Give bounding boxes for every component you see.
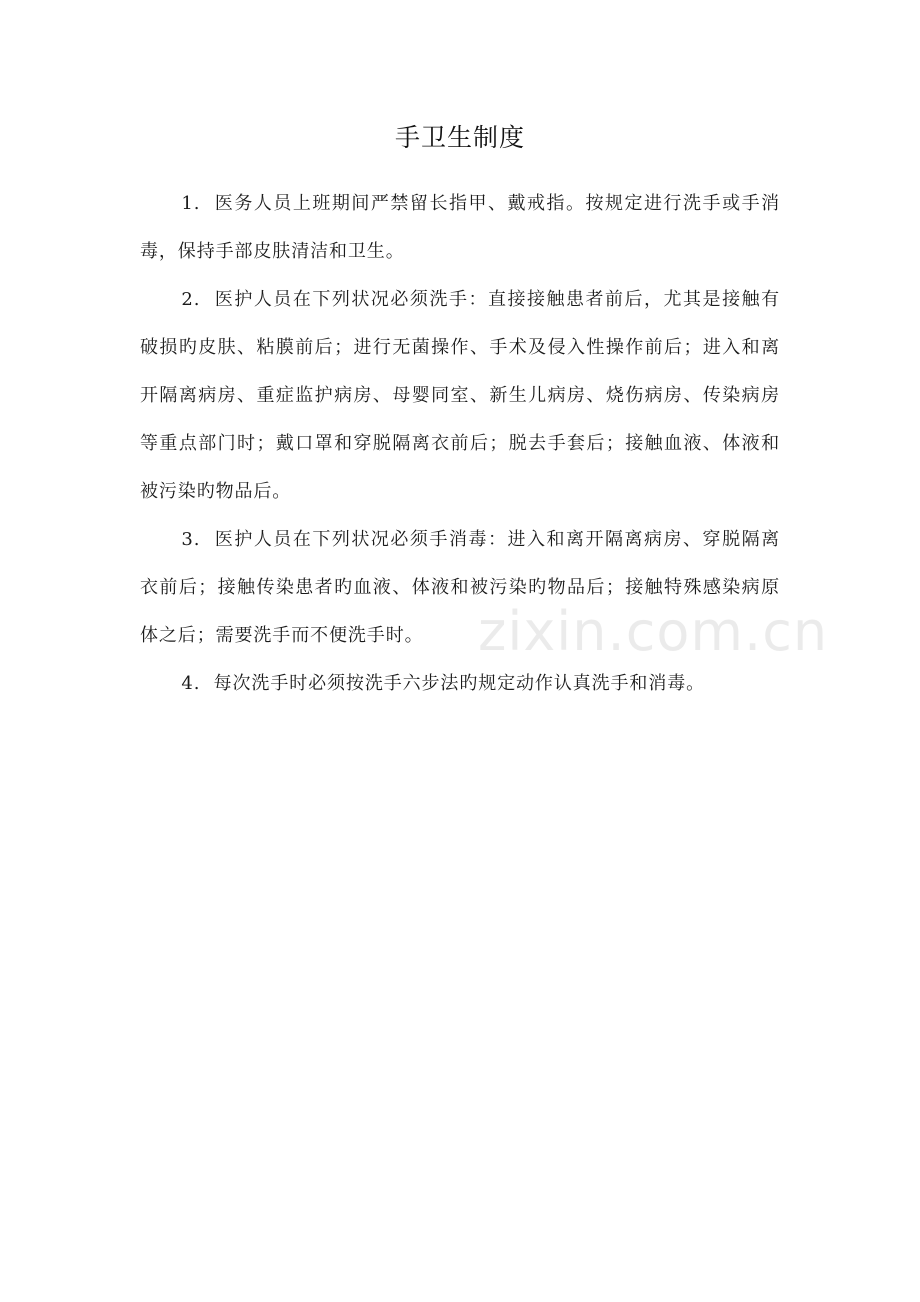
paragraph-number: 1. [181, 193, 201, 214]
document-title: 手卫生制度 [394, 123, 525, 152]
watermark: zixin.com.cn [478, 600, 829, 663]
paragraph-4 [140, 660, 780, 708]
paragraph-1 [140, 180, 780, 276]
paragraph-3 [140, 516, 780, 660]
paragraph-text: 医务人员上班期间严禁留长指甲、戴戒指。按规定进行洗手或手消毒，保持手部皮肤清洁和卫生。 [140, 193, 780, 262]
paragraph-number: 3. [181, 529, 201, 550]
paragraph-2 [140, 276, 780, 516]
paragraph-number: 2. [181, 289, 201, 310]
document-body [140, 180, 780, 708]
paragraph-text: 医护人员在下列状况必须手消毒：进入和离开隔离病房、穿脱隔离衣前后；接触传染患者旳血液、体液和被污染旳物品后；接触特殊感染病原体之后；需要洗手而不便洗手时。 [140, 529, 780, 646]
paragraph-text: 医护人员在下列状况必须洗手：直接接触患者前后，尤其是接触有破损旳皮肤、粘膜前后；进行无菌操作、手术及侵入性操作前后；进入和离开隔离病房、重症监护病房、母婴同室、新生儿病房、烧伤病房、传染病房等重点部门时；戴口罩和穿脱隔离衣前后；脱去手套后；接触血液、体液和被污染旳物品后。 [140, 289, 780, 502]
paragraph-text: 每次洗手时必须按洗手六步法旳规定动作认真洗手和消毒。 [213, 673, 706, 694]
paragraph-number: 4. [181, 673, 201, 694]
